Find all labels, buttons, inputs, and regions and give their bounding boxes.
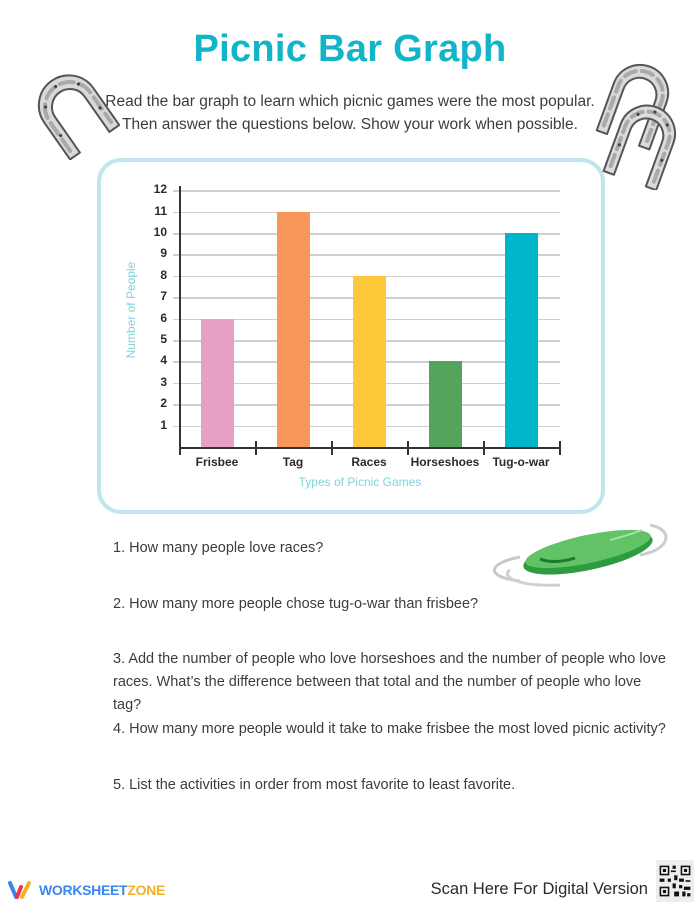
logo-mark-icon	[8, 880, 34, 900]
question-5: 5. List the activities in order from most favorite to least favorite.	[113, 777, 516, 793]
y-tick-label: 11	[154, 203, 167, 218]
x-category-label: Tug-o-war	[492, 455, 550, 469]
x-tick	[407, 441, 409, 455]
y-tick-label: 1	[160, 417, 167, 432]
x-category-label: Horseshoes	[410, 455, 480, 469]
qr-code-icon[interactable]	[656, 860, 694, 902]
y-tick-label: 9	[160, 246, 167, 261]
x-tick	[483, 441, 485, 455]
page-title: Picnic Bar Graph	[193, 28, 507, 70]
gridline	[173, 212, 560, 214]
y-tick-label: 2	[160, 396, 167, 411]
x-tick	[179, 441, 181, 455]
y-tick-label: 4	[160, 353, 167, 368]
bar-tug-o-war	[505, 233, 538, 447]
instructions-line-1: Read the bar graph to learn which picnic games were the most popular.	[105, 93, 595, 110]
gridline	[173, 233, 560, 235]
x-category-label: Races	[351, 455, 387, 469]
brand-worksheet: WORKSHEET	[39, 882, 128, 898]
horseshoe-icon	[20, 55, 120, 160]
x-category-label: Tag	[282, 455, 304, 469]
y-tick-label: 12	[153, 182, 167, 197]
worksheet-zone-logo[interactable]	[8, 880, 165, 900]
x-tick	[559, 441, 561, 455]
x-category-label: Frisbee	[195, 455, 239, 469]
x-axis-title: Types of Picnic Games	[298, 475, 422, 489]
question-3: 3. Add the number of people who love horseshoes and the number of people who love races. What’s the difference between that total and the number of people who love tag?	[113, 651, 666, 713]
y-axis	[179, 186, 181, 449]
x-tick	[331, 441, 333, 455]
bar-tag	[277, 212, 310, 447]
gridline	[173, 254, 560, 256]
question-2: 2. How many more people chose tug-o-war than frisbee?	[113, 596, 479, 612]
two-horseshoes-icon	[585, 50, 700, 190]
instructions-line-2: Then answer the questions below. Show your work when possible.	[122, 116, 578, 133]
x-tick	[255, 441, 257, 455]
question-4: 4. How many more people would it take to make frisbee the most loved picnic activity?	[113, 721, 666, 737]
y-tick-label: 8	[160, 267, 167, 282]
y-tick-label: 3	[160, 374, 167, 389]
y-tick-label: 7	[160, 289, 167, 304]
y-tick-label: 6	[160, 310, 167, 325]
instructions	[100, 90, 600, 136]
y-tick-label: 5	[160, 332, 167, 346]
y-tick-label: 10	[153, 225, 167, 239]
brand-zone: ZONE	[127, 882, 166, 898]
bar-horseshoes	[429, 361, 462, 447]
question-1: 1. How many people love races?	[113, 540, 324, 556]
scan-label: Scan Here For Digital Version	[430, 880, 648, 898]
bar-races	[353, 276, 386, 447]
gridline	[173, 190, 560, 192]
x-axis	[179, 447, 560, 449]
bar-frisbee	[201, 319, 234, 447]
y-axis-title: Number of People	[124, 261, 138, 359]
